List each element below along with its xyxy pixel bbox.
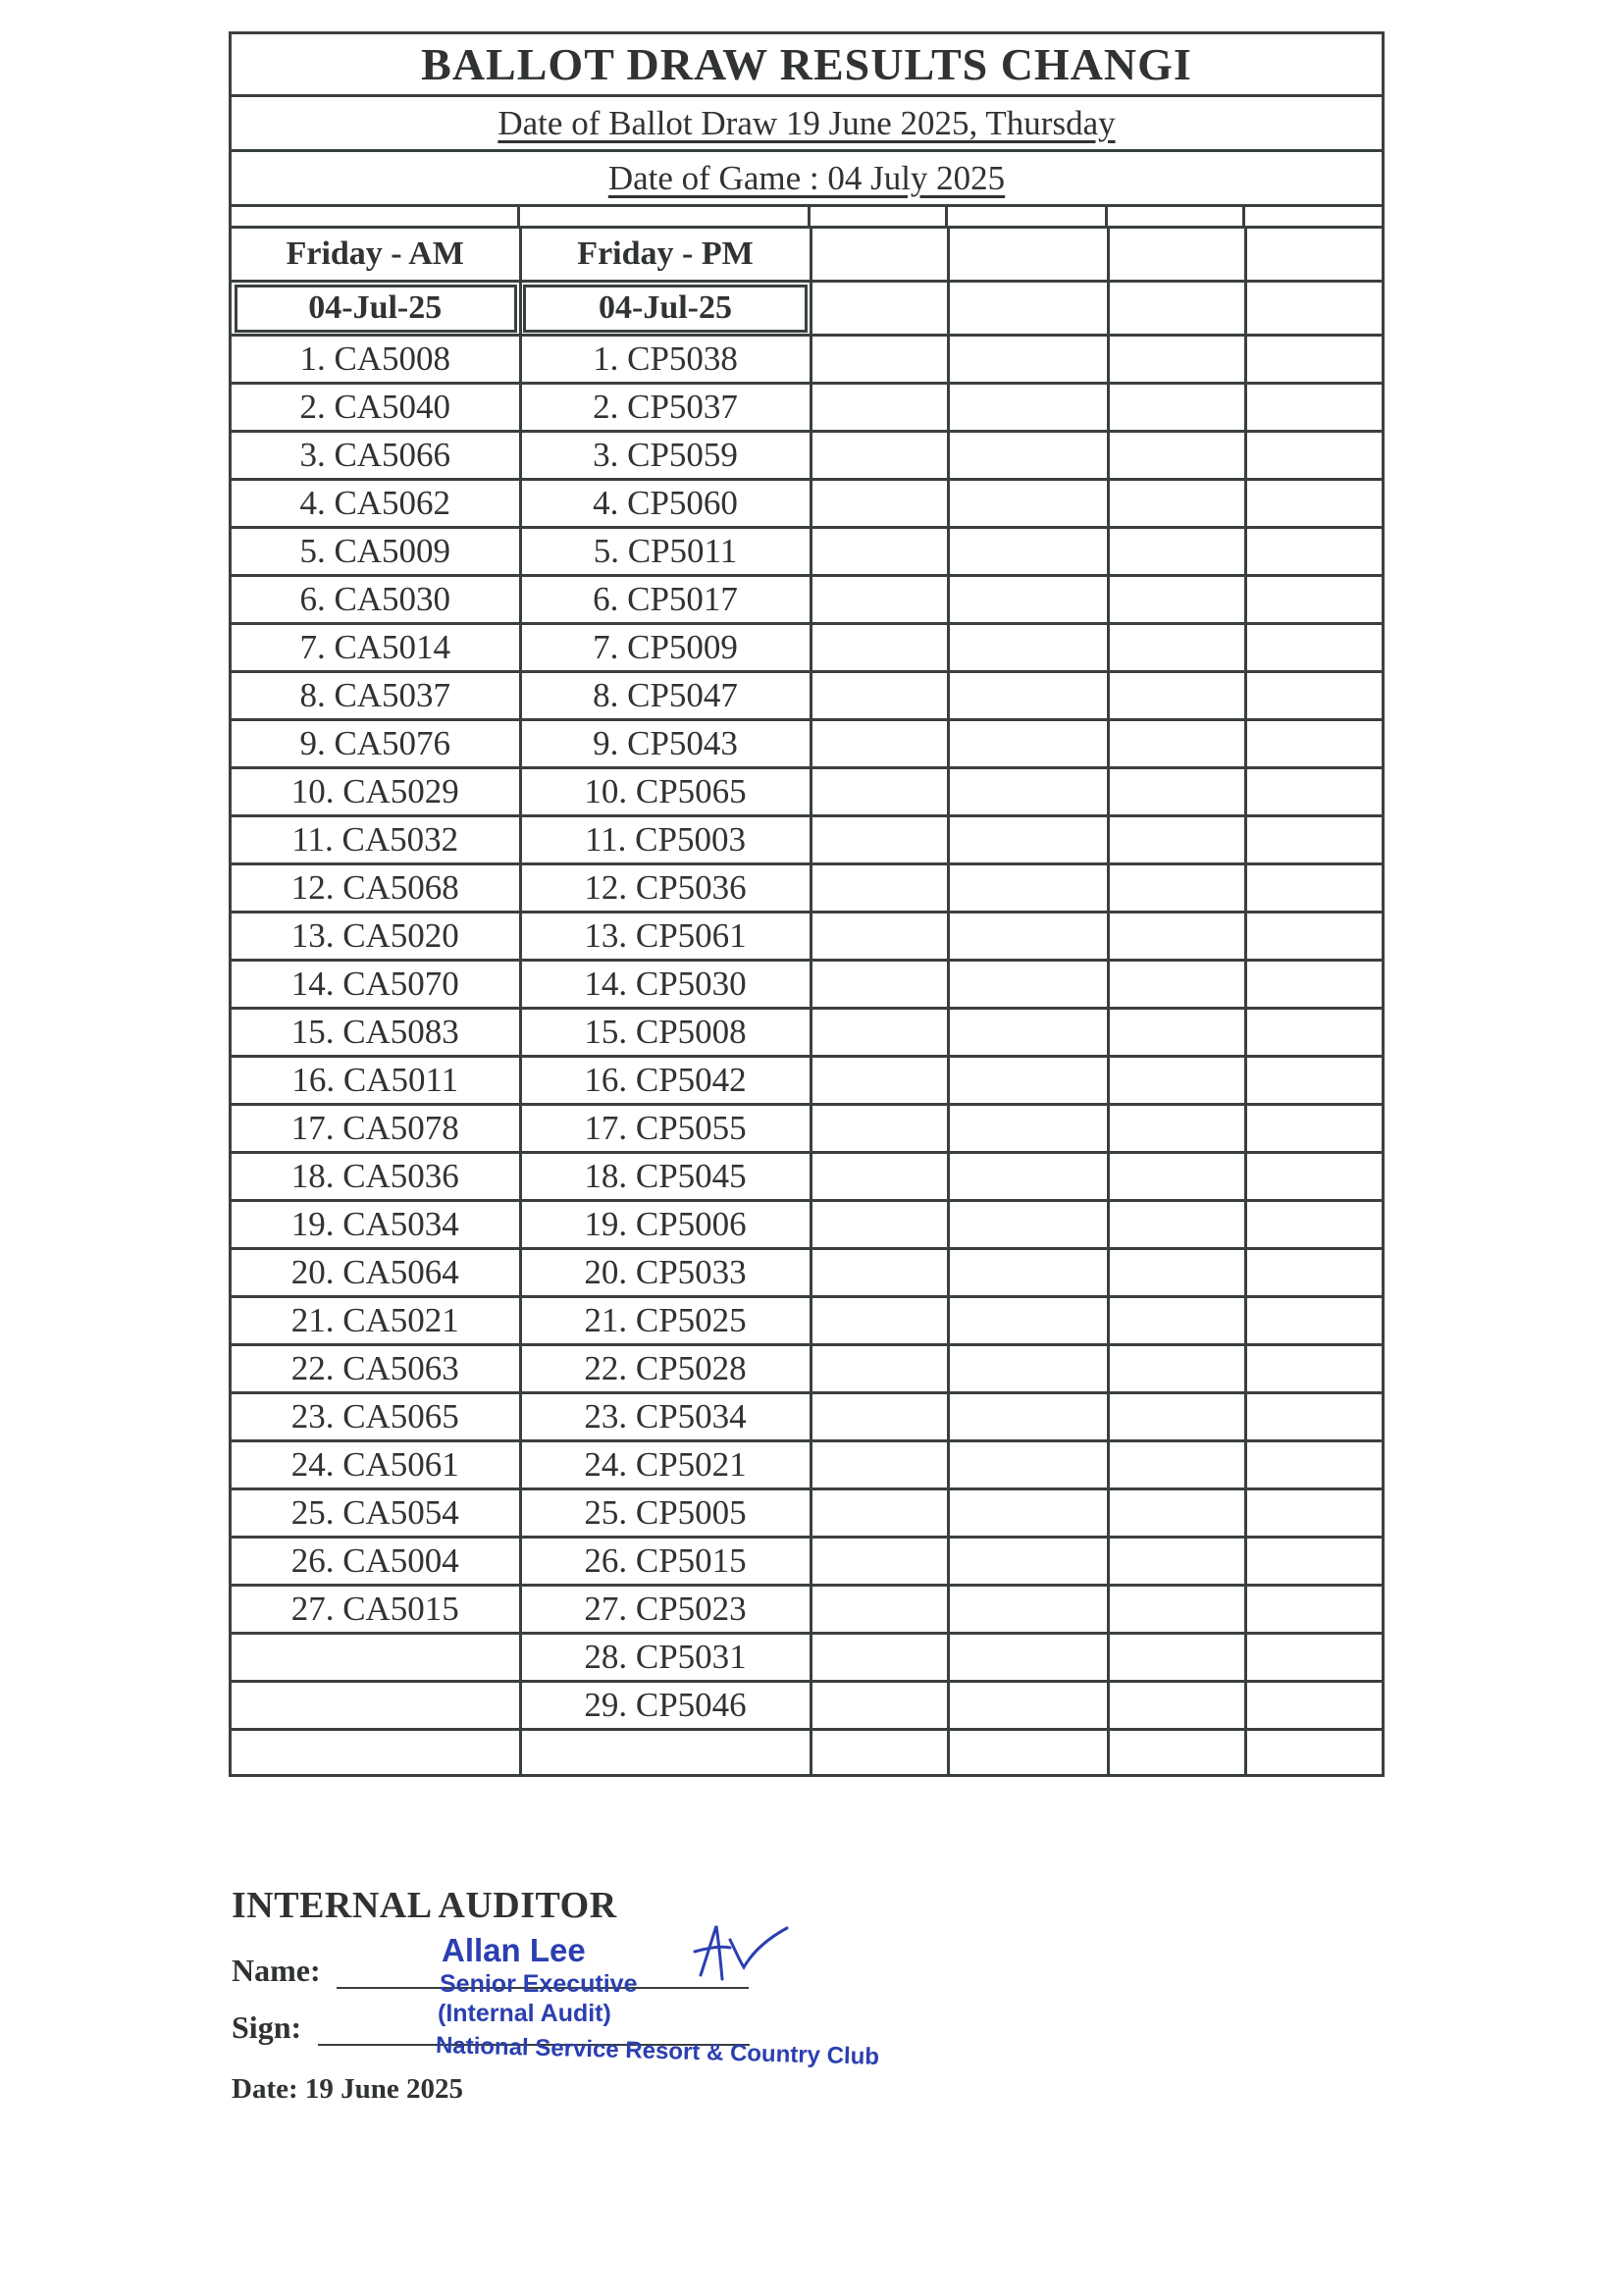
empty-cell	[1108, 576, 1245, 624]
empty-cell	[1245, 384, 1382, 432]
empty-cell	[1245, 1586, 1382, 1634]
empty-cell	[811, 1009, 948, 1057]
am-entry: 21. CA5021	[232, 1297, 520, 1345]
empty-cell	[1245, 1538, 1382, 1586]
pm-entry: 16. CP5042	[520, 1057, 811, 1105]
pm-entry: 24. CP5021	[520, 1441, 811, 1489]
pm-entry: 18. CP5045	[520, 1153, 811, 1201]
table-row	[232, 1586, 1382, 1634]
pm-entry: 2. CP5037	[520, 384, 811, 432]
am-entry: 23. CA5065	[232, 1393, 520, 1441]
spacer-row	[232, 207, 1382, 229]
empty-cell	[811, 229, 948, 282]
table-row	[232, 432, 1382, 480]
empty-cell	[948, 1682, 1108, 1730]
empty-cell	[1108, 1201, 1245, 1249]
pm-entry: 9. CP5043	[520, 720, 811, 768]
empty-cell	[811, 816, 948, 864]
am-entry: 19. CA5034	[232, 1201, 520, 1249]
table-row	[232, 576, 1382, 624]
empty-cell	[1245, 432, 1382, 480]
empty-cell	[1108, 528, 1245, 576]
table-row	[232, 1153, 1382, 1201]
empty-cell	[1245, 282, 1382, 336]
empty-cell	[1108, 816, 1245, 864]
pm-entry: 11. CP5003	[520, 816, 811, 864]
empty-cell	[811, 1393, 948, 1441]
empty-cell	[1108, 864, 1245, 913]
empty-cell	[948, 528, 1108, 576]
pm-entry: 14. CP5030	[520, 961, 811, 1009]
empty-cell	[1245, 576, 1382, 624]
empty-cell	[811, 528, 948, 576]
pm-entry: 6. CP5017	[520, 576, 811, 624]
am-entry: 12. CA5068	[232, 864, 520, 913]
table-row	[232, 1730, 1382, 1775]
pm-entry: 22. CP5028	[520, 1345, 811, 1393]
empty-cell	[1108, 432, 1245, 480]
empty-cell	[948, 816, 1108, 864]
empty-cell	[811, 480, 948, 528]
empty-cell	[948, 672, 1108, 720]
empty-cell	[948, 624, 1108, 672]
empty-cell	[1245, 1297, 1382, 1345]
empty-cell	[811, 961, 948, 1009]
empty-cell	[1108, 961, 1245, 1009]
table-row	[232, 816, 1382, 864]
name-label: Name:	[232, 1953, 321, 1988]
empty-cell	[1108, 1441, 1245, 1489]
empty-cell	[1245, 768, 1382, 816]
empty-cell	[1108, 1009, 1245, 1057]
empty-cell	[811, 624, 948, 672]
table-row	[232, 913, 1382, 961]
empty-cell	[1108, 1105, 1245, 1153]
am-column-heading: Friday - AM	[232, 229, 520, 282]
empty-cell	[1108, 1489, 1245, 1538]
pm-entry: 28. CP5031	[520, 1634, 811, 1682]
table-row	[232, 672, 1382, 720]
results-table	[232, 229, 1382, 1774]
empty-cell	[1108, 768, 1245, 816]
table-row	[232, 480, 1382, 528]
empty-cell	[1245, 1634, 1382, 1682]
table-row	[232, 1105, 1382, 1153]
empty-cell	[1245, 1009, 1382, 1057]
empty-cell	[1108, 336, 1245, 384]
empty-cell	[1245, 1393, 1382, 1441]
empty-cell	[1108, 1057, 1245, 1105]
table-row	[232, 1057, 1382, 1105]
pm-entry: 27. CP5023	[520, 1586, 811, 1634]
empty-cell	[948, 1249, 1108, 1297]
empty-cell	[1108, 229, 1245, 282]
empty-cell	[1108, 480, 1245, 528]
empty-cell	[811, 384, 948, 432]
am-entry: 26. CA5004	[232, 1538, 520, 1586]
empty-cell	[1108, 624, 1245, 672]
am-entry	[232, 1682, 520, 1730]
empty-cell	[948, 576, 1108, 624]
am-entry: 9. CA5076	[232, 720, 520, 768]
empty-cell	[811, 1441, 948, 1489]
empty-cell	[811, 1153, 948, 1201]
empty-cell	[1108, 1730, 1245, 1775]
table-row	[232, 961, 1382, 1009]
empty-cell	[811, 1105, 948, 1153]
empty-cell	[1245, 1057, 1382, 1105]
pm-entry: 20. CP5033	[520, 1249, 811, 1297]
pm-entry: 15. CP5008	[520, 1009, 811, 1057]
empty-cell	[1245, 1249, 1382, 1297]
empty-cell	[1245, 1489, 1382, 1538]
am-entry: 1. CA5008	[232, 336, 520, 384]
table-row	[232, 1297, 1382, 1345]
am-entry: 7. CA5014	[232, 624, 520, 672]
table-row	[232, 1201, 1382, 1249]
am-entry: 25. CA5054	[232, 1489, 520, 1538]
empty-cell	[948, 282, 1108, 336]
empty-cell	[811, 576, 948, 624]
am-entry: 11. CA5032	[232, 816, 520, 864]
empty-cell	[948, 864, 1108, 913]
empty-cell	[811, 282, 948, 336]
table-row	[232, 384, 1382, 432]
empty-cell	[948, 1393, 1108, 1441]
am-entry: 16. CA5011	[232, 1057, 520, 1105]
column-date-row	[232, 282, 1382, 336]
empty-cell	[811, 1586, 948, 1634]
empty-cell	[1245, 480, 1382, 528]
am-entry: 22. CA5063	[232, 1345, 520, 1393]
empty-cell	[1245, 816, 1382, 864]
empty-cell	[1245, 336, 1382, 384]
pm-entry: 3. CP5059	[520, 432, 811, 480]
empty-cell	[948, 913, 1108, 961]
game-date: Date of Game : 04 July 2025	[607, 159, 1006, 197]
pm-entry: 23. CP5034	[520, 1393, 811, 1441]
empty-cell	[1245, 1153, 1382, 1201]
empty-cell	[1245, 672, 1382, 720]
am-entry: 10. CA5029	[232, 768, 520, 816]
pm-entry: 26. CP5015	[520, 1538, 811, 1586]
am-entry	[232, 1730, 520, 1775]
empty-cell	[1245, 1201, 1382, 1249]
pm-entry: 29. CP5046	[520, 1682, 811, 1730]
table-row	[232, 1538, 1382, 1586]
table-row	[232, 528, 1382, 576]
empty-cell	[1245, 1730, 1382, 1775]
am-entry: 27. CA5015	[232, 1586, 520, 1634]
pm-entry: 19. CP5006	[520, 1201, 811, 1249]
stamp-title: Senior Executive	[440, 1970, 638, 1998]
pm-column-date: 04-Jul-25	[520, 282, 811, 336]
empty-cell	[948, 1201, 1108, 1249]
ballot-date-row	[232, 97, 1382, 152]
empty-cell	[811, 336, 948, 384]
empty-cell	[948, 1057, 1108, 1105]
game-date-row	[232, 152, 1382, 207]
am-entry: 18. CA5036	[232, 1153, 520, 1201]
empty-cell	[811, 1489, 948, 1538]
handwritten-signature	[687, 1918, 795, 1987]
empty-cell	[811, 1682, 948, 1730]
pm-entry: 10. CP5065	[520, 768, 811, 816]
pm-entry: 25. CP5005	[520, 1489, 811, 1538]
sign-label: Sign:	[232, 2009, 302, 2045]
am-entry: 17. CA5078	[232, 1105, 520, 1153]
pm-entry: 4. CP5060	[520, 480, 811, 528]
pm-entry: 5. CP5011	[520, 528, 811, 576]
empty-cell	[948, 1297, 1108, 1345]
pm-entry: 13. CP5061	[520, 913, 811, 961]
empty-cell	[1245, 1345, 1382, 1393]
empty-cell	[1245, 1441, 1382, 1489]
table-row	[232, 1345, 1382, 1393]
empty-cell	[948, 1153, 1108, 1201]
empty-cell	[1245, 913, 1382, 961]
empty-cell	[1108, 1634, 1245, 1682]
empty-cell	[948, 1009, 1108, 1057]
pm-entry: 8. CP5047	[520, 672, 811, 720]
am-column-date: 04-Jul-25	[232, 282, 520, 336]
empty-cell	[811, 1634, 948, 1682]
pm-entry	[520, 1730, 811, 1775]
empty-cell	[948, 336, 1108, 384]
empty-cell	[1108, 1586, 1245, 1634]
empty-cell	[948, 1538, 1108, 1586]
am-entry: 15. CA5083	[232, 1009, 520, 1057]
empty-cell	[948, 384, 1108, 432]
am-entry	[232, 1634, 520, 1682]
am-entry: 4. CA5062	[232, 480, 520, 528]
empty-cell	[811, 432, 948, 480]
am-entry: 6. CA5030	[232, 576, 520, 624]
am-entry: 24. CA5061	[232, 1441, 520, 1489]
am-entry: 3. CA5066	[232, 432, 520, 480]
empty-cell	[948, 961, 1108, 1009]
stamp-organization: National Service Resort & Country Club	[435, 2032, 880, 2070]
empty-cell	[1245, 864, 1382, 913]
empty-cell	[948, 1345, 1108, 1393]
table-row	[232, 720, 1382, 768]
empty-cell	[1108, 1345, 1245, 1393]
am-entry: 14. CA5070	[232, 961, 520, 1009]
empty-cell	[811, 1057, 948, 1105]
empty-cell	[811, 1297, 948, 1345]
empty-cell	[811, 913, 948, 961]
empty-cell	[948, 432, 1108, 480]
table-row	[232, 1441, 1382, 1489]
empty-cell	[1245, 961, 1382, 1009]
pm-column-heading: Friday - PM	[520, 229, 811, 282]
empty-cell	[1108, 720, 1245, 768]
empty-cell	[1245, 528, 1382, 576]
empty-cell	[1245, 624, 1382, 672]
empty-cell	[948, 1586, 1108, 1634]
empty-cell	[811, 1538, 948, 1586]
table-row	[232, 864, 1382, 913]
table-row	[232, 624, 1382, 672]
empty-cell	[811, 1201, 948, 1249]
stamp-name: Allan Lee	[442, 1932, 586, 1968]
empty-cell	[1245, 1105, 1382, 1153]
empty-cell	[1245, 229, 1382, 282]
pm-entry: 21. CP5025	[520, 1297, 811, 1345]
empty-cell	[1108, 1297, 1245, 1345]
audit-date: Date: 19 June 2025	[232, 2073, 464, 2105]
empty-cell	[811, 864, 948, 913]
table-row	[232, 336, 1382, 384]
am-entry: 20. CA5064	[232, 1249, 520, 1297]
empty-cell	[948, 229, 1108, 282]
empty-cell	[948, 1730, 1108, 1775]
am-entry: 8. CA5037	[232, 672, 520, 720]
ballot-results-sheet	[229, 31, 1385, 1777]
empty-cell	[948, 720, 1108, 768]
ballot-date: Date of Ballot Draw 19 June 2025, Thursday	[497, 104, 1116, 142]
table-row	[232, 1682, 1382, 1730]
column-heading-row	[232, 229, 1382, 282]
am-entry: 13. CA5020	[232, 913, 520, 961]
am-entry: 5. CA5009	[232, 528, 520, 576]
empty-cell	[1108, 1538, 1245, 1586]
empty-cell	[1108, 282, 1245, 336]
stamp-department: (Internal Audit)	[438, 2000, 611, 2027]
empty-cell	[1245, 720, 1382, 768]
pm-entry: 17. CP5055	[520, 1105, 811, 1153]
pm-entry: 12. CP5036	[520, 864, 811, 913]
empty-cell	[811, 1345, 948, 1393]
empty-cell	[948, 1441, 1108, 1489]
empty-cell	[811, 1249, 948, 1297]
empty-cell	[948, 480, 1108, 528]
empty-cell	[811, 1730, 948, 1775]
empty-cell	[948, 768, 1108, 816]
empty-cell	[1108, 913, 1245, 961]
pm-entry: 7. CP5009	[520, 624, 811, 672]
empty-cell	[811, 768, 948, 816]
empty-cell	[1108, 1682, 1245, 1730]
empty-cell	[948, 1634, 1108, 1682]
auditor-heading: INTERNAL AUDITOR	[232, 1885, 617, 1926]
table-row	[232, 1489, 1382, 1538]
pm-entry: 1. CP5038	[520, 336, 811, 384]
table-row	[232, 1009, 1382, 1057]
empty-cell	[1108, 1153, 1245, 1201]
empty-cell	[1108, 1249, 1245, 1297]
table-row	[232, 768, 1382, 816]
table-row	[232, 1393, 1382, 1441]
empty-cell	[1108, 672, 1245, 720]
empty-cell	[948, 1489, 1108, 1538]
empty-cell	[948, 1105, 1108, 1153]
empty-cell	[811, 672, 948, 720]
empty-cell	[1245, 1682, 1382, 1730]
table-row	[232, 1634, 1382, 1682]
empty-cell	[811, 720, 948, 768]
table-row	[232, 1249, 1382, 1297]
document-title: BALLOT DRAW RESULTS CHANGI	[232, 34, 1382, 97]
empty-cell	[1108, 384, 1245, 432]
empty-cell	[1108, 1393, 1245, 1441]
am-entry: 2. CA5040	[232, 384, 520, 432]
